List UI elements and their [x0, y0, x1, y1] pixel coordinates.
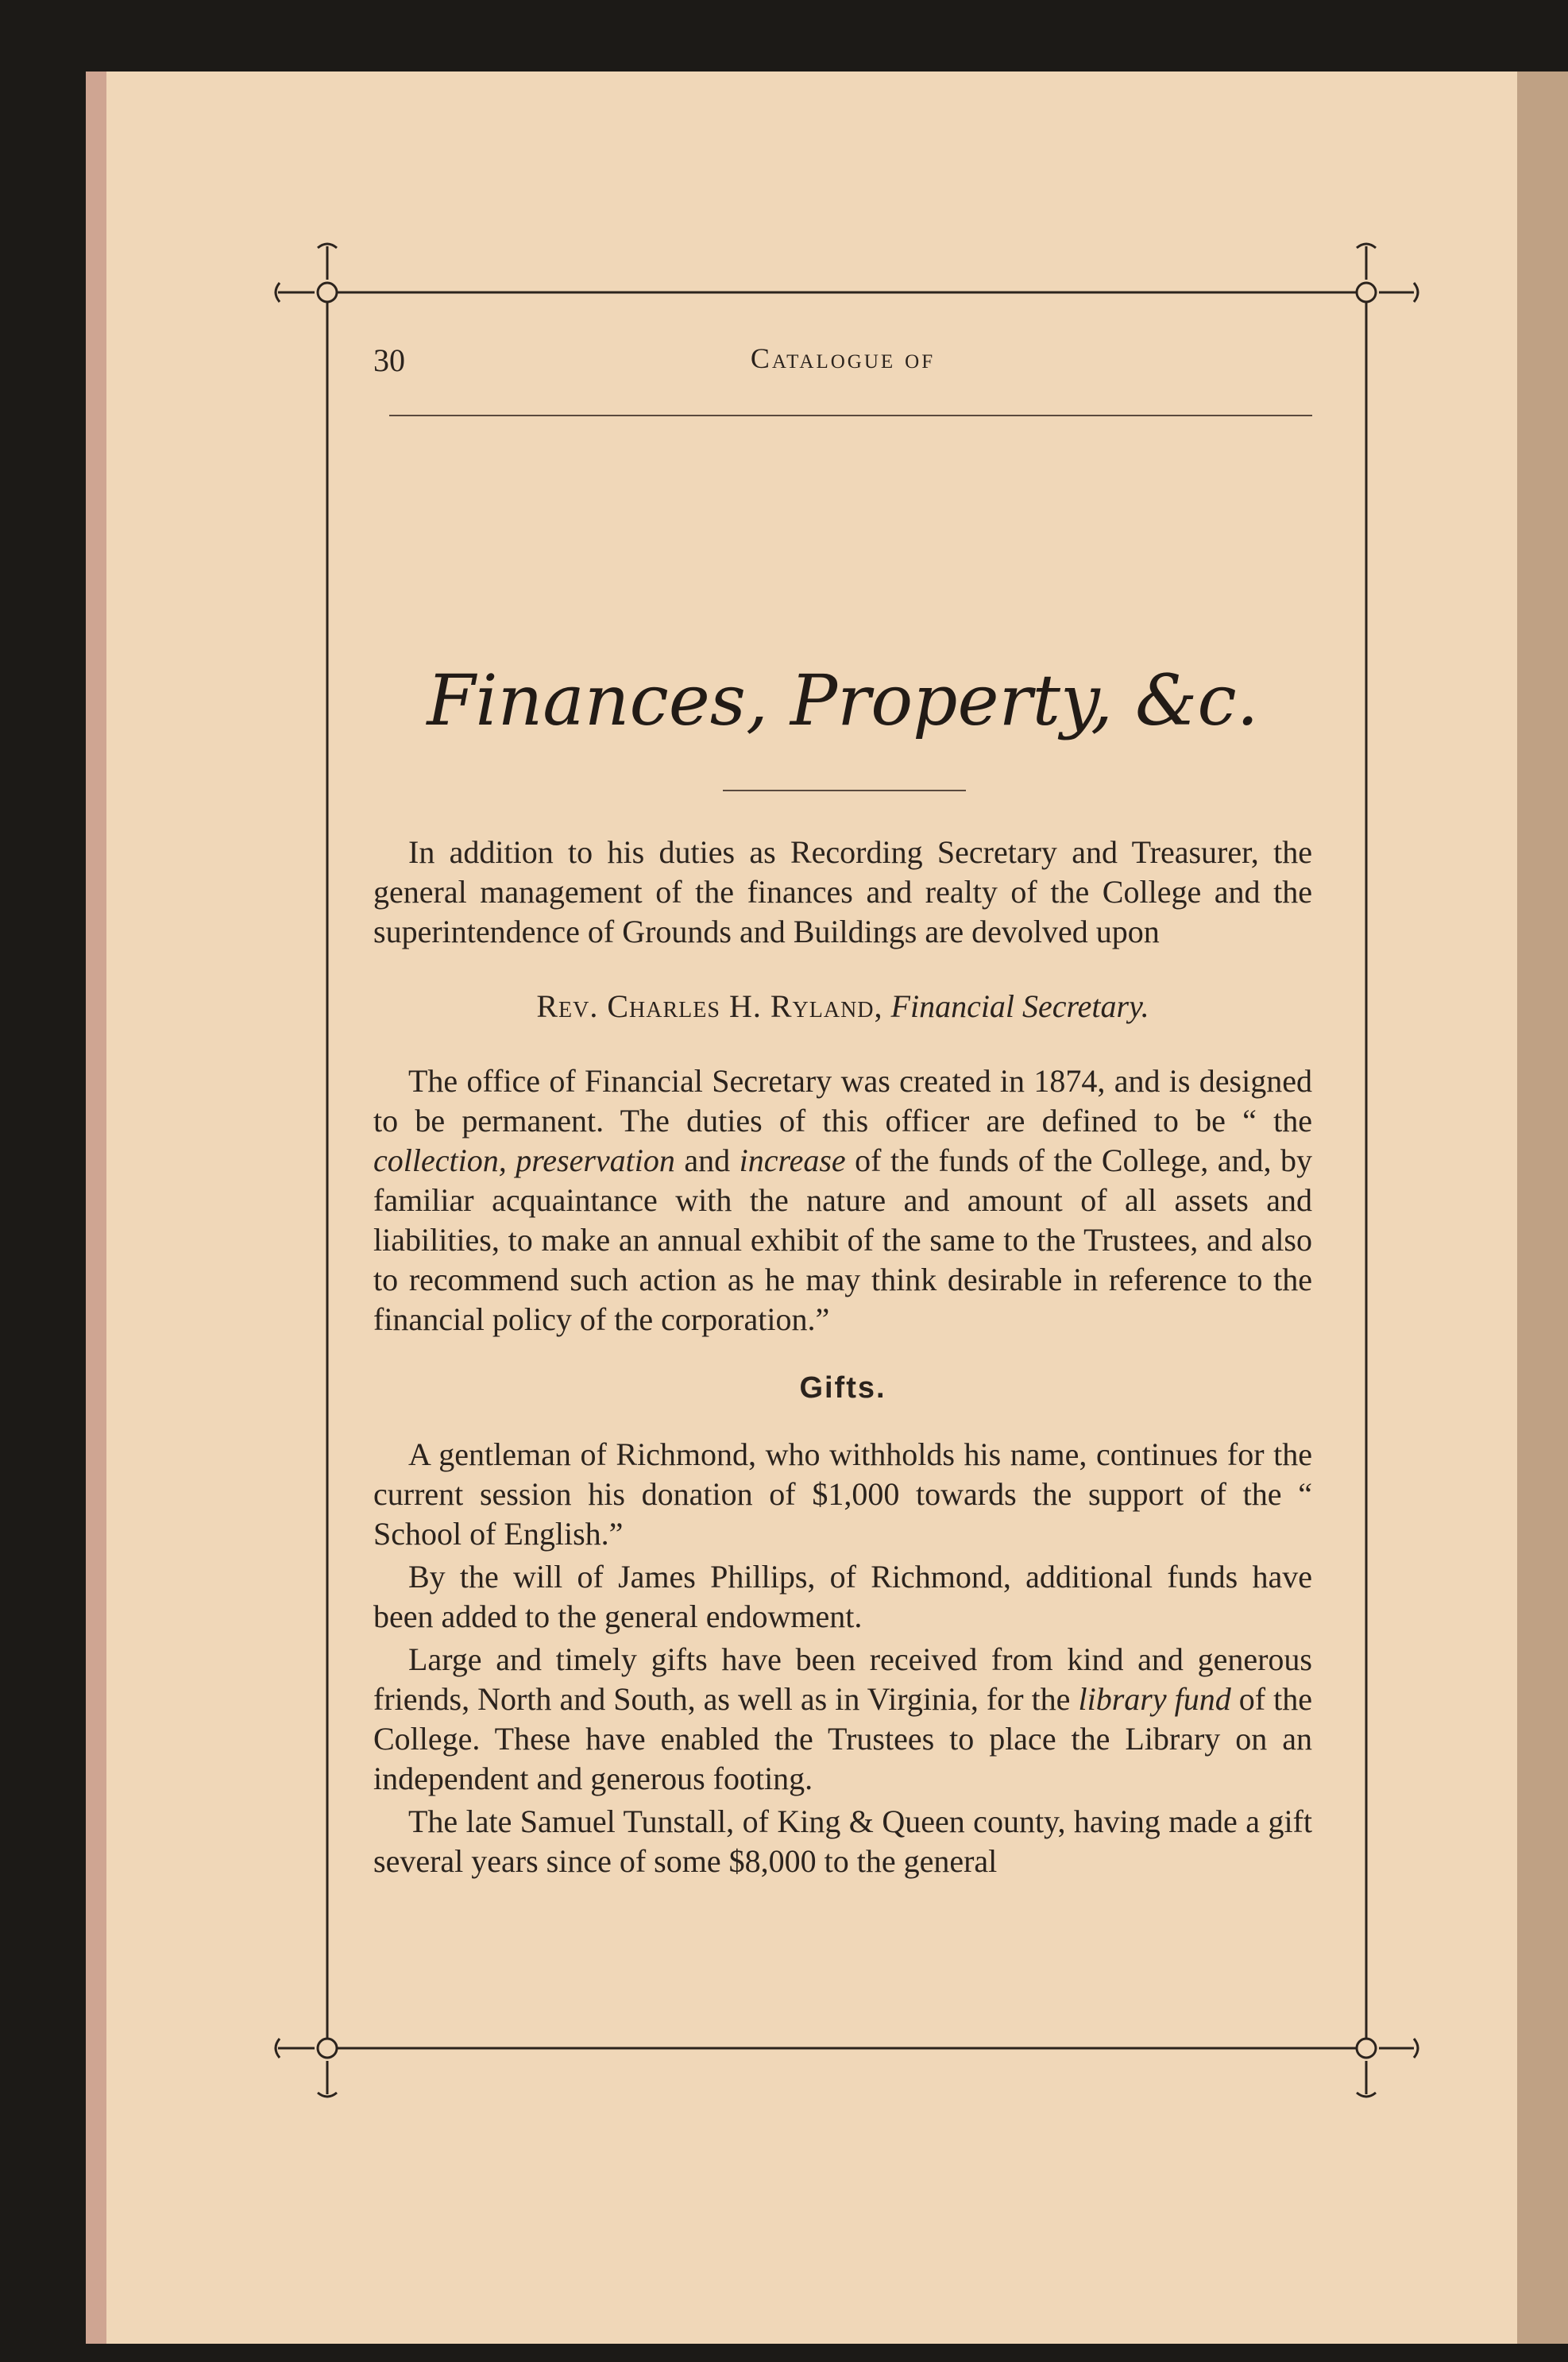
gifts-heading: Gifts.	[799, 1371, 886, 1405]
gift-paragraph-1: A gentleman of Richmond, who withholds his name, continues for the current session his donation of $1,000 towards the support of the “ School of English.”	[373, 1436, 1312, 1552]
running-title: Catalogue of	[750, 342, 936, 374]
gift-paragraph-2: By the will of James Phillips, of Richmond, additional funds have been added to the general endowment.	[373, 1559, 1312, 1634]
page-header	[373, 342, 1312, 389]
officer-line	[373, 987, 1312, 1026]
library-paragraph	[373, 1640, 1312, 1799]
header-rule	[389, 415, 1312, 416]
corner-ornament-bottom-left	[276, 2039, 337, 2097]
corner-ornament-bottom-right	[1357, 2039, 1418, 2097]
office-italic-2: increase	[739, 1142, 846, 1178]
section-title: Finances, Property, &c.	[427, 659, 1259, 741]
library-italic: library fund	[1078, 1681, 1231, 1717]
office-paragraph	[373, 1061, 1312, 1339]
title-rule	[723, 790, 966, 791]
final-paragraph: The late Samuel Tunstall, of King & Queen county, having made a gift several years since of some $8,000 to the general	[373, 1803, 1312, 1879]
library-text-1: Large and timely gifts have been received from kind and generous friends, North and South, as well as in Virginia, for the	[373, 1641, 1312, 1717]
corner-ornament-top-left	[276, 244, 337, 302]
office-text-1: The office of Financial Secretary was created in 1874, and is designed to be permanent. The duties of this officer are defined to be “ the	[373, 1063, 1312, 1138]
corner-ornament-top-right	[1357, 244, 1418, 302]
intro-paragraph: In addition to his duties as Recording Secretary and Treasurer, the general management of the finances and realty of the College and the superintendence of Grounds and Buildings are devolved upon	[373, 834, 1312, 949]
office-text-2: and	[674, 1142, 740, 1178]
page-number: 30	[373, 342, 405, 378]
office-text-3: of the funds of the College, and, by familiar acquaintance with the nature and amount of all assets and liabilities, to make an annual exhibit of the same to the Trustees, and also to recommend such action as he may think desirable in reference to the financial policy of the corporation.”	[373, 1142, 1312, 1337]
officer-title: Financial Secretary.	[890, 988, 1149, 1024]
officer-name: Rev. Charles H. Ryland,	[536, 988, 883, 1024]
office-italic-1: collection, preservation	[373, 1142, 675, 1178]
library-text-2: of the College. These have enabled the Trustees to place the Library on an independent and generous footing.	[373, 1681, 1313, 1796]
page-body	[373, 833, 1312, 1881]
